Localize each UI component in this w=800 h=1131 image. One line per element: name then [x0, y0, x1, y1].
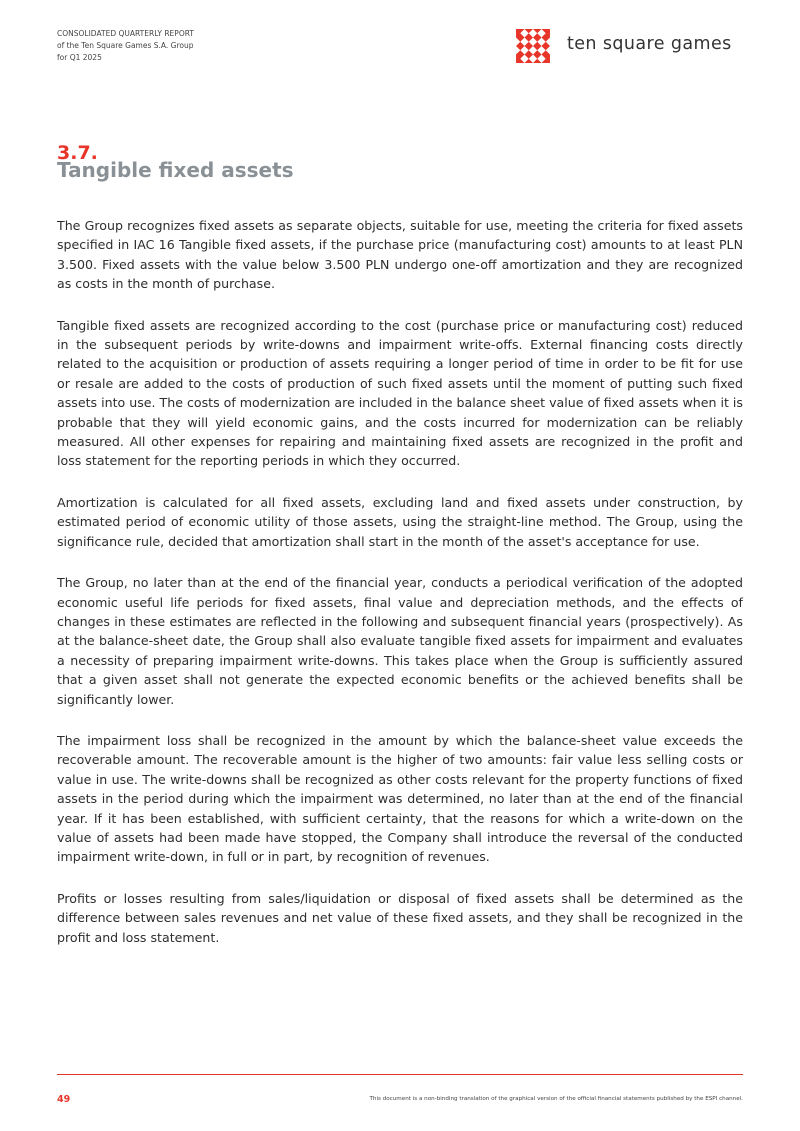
- section-title: Tangible fixed assets: [57, 158, 294, 182]
- paragraph: Profits or losses resulting from sales/liquidation or disposal of fixed assets shall be determined as the difference between sales revenues and net value of these fixed assets, and they shall be recognized in the profit and loss statement.: [57, 890, 743, 945]
- paragraph: The Group recognizes fixed assets as separate objects, suitable for use, meeting the criteria for fixed assets specified in IAC 16 Tangible fixed assets, if the purchase price (manufacturing cost) amounts to at least PLN 3.500. Fixed assets with the value below 3.500 PLN undergo one-off amortization and they are recognized as costs in the month of purchase.: [57, 218, 743, 292]
- body-text: [57, 216, 743, 969]
- logo-wordmark: ten square games: [567, 34, 732, 54]
- paragraph: Tangible fixed assets are recognized according to the cost (purchase price or manufacturing cost) reduced in the subsequent periods by write-downs and impairment write-offs. External financing costs directly related to the acquisition or production of assets requiring a longer period of time in order to be fit for use or resale are added to the costs of production of such fixed assets until the moment of putting such fixed assets into use. The costs of modernization are included in the balance sheet value of fixed assets when it is probable that they will yield economic gains, and the costs incurred for modernization can be reliably measured. All other expenses for repairing and maintaining fixed assets are recognized in the profit and loss statement for the reporting periods in which they occurred.: [57, 317, 743, 469]
- section-number: 3.7.: [57, 142, 98, 164]
- company-logo: [509, 22, 749, 70]
- report-header-line-3: for Q1 2025: [57, 53, 102, 62]
- footer-disclaimer: This document is a non-binding translation of the graphical version of the official financial statements published by the ESPI channel.: [369, 1096, 743, 1102]
- report-header-line-1: CONSOLIDATED QUARTERLY REPORT: [57, 29, 194, 38]
- page-number: 49: [57, 1094, 71, 1105]
- report-header-line-2: of the Ten Square Games S.A. Group: [57, 41, 194, 50]
- paragraph: The impairment loss shall be recognized in the amount by which the balance-sheet value exceeds the recoverable amount. The recoverable amount is the higher of two amounts: fair value less selling costs or value in use. The write-downs shall be recognized as other costs relevant for the property functions of fixed assets in the period during which the impairment was determined, no later than at the end of the financial year. If it has been established, with sufficient certainty, that the reasons for which a write-down on the value of assets had been made have stopped, the Company shall introduce the reversal of the conducted impairment write-down, in full or in part, by recognition of revenues.: [57, 732, 743, 865]
- paragraph: Amortization is calculated for all fixed assets, excluding land and fixed assets under construction, by estimated period of economic utility of those assets, using the straight-line method. The Group, using the significance rule, decided that amortization shall start in the month of the asset's acceptance for use.: [57, 494, 743, 549]
- paragraph: The Group, no later than at the end of the financial year, conducts a periodical verification of the adopted economic useful life periods for fixed assets, final value and depreciation methods, and the effects of changes in these estimates are reflected in the following and subsequent financial years (prospectively). As at the balance-sheet date, the Group shall also evaluate tangible fixed assets for impairment and evaluates a necessity of preparing impairment write-downs. This takes place when the Group is sufficiently assured that a given asset shall not generate the expected economic benefits or the achieved benefits shall be significantly lower.: [57, 575, 743, 707]
- footer-divider: [57, 1074, 743, 1075]
- report-header: [57, 28, 194, 64]
- checkered-diamond-logo-icon: [509, 22, 557, 70]
